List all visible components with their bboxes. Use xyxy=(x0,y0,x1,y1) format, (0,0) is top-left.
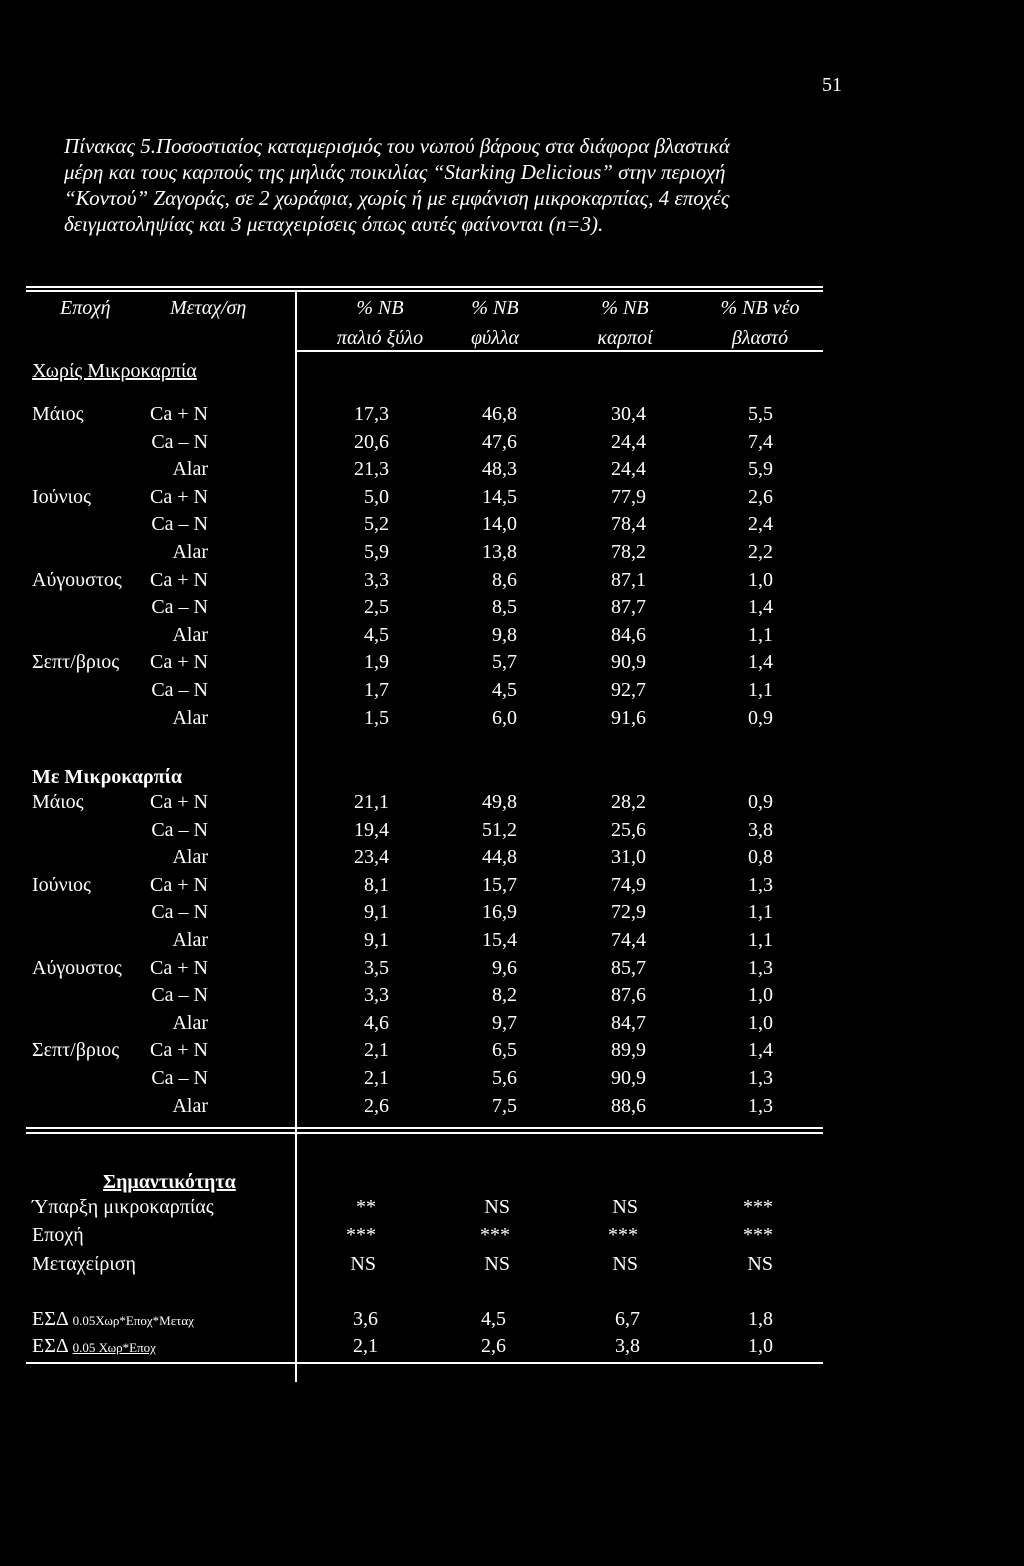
treatment-cell: Ca + N xyxy=(150,956,208,979)
season-cell: Μάιος xyxy=(32,791,84,813)
value-cell: 1,3 xyxy=(748,873,773,896)
significance-value: *** xyxy=(743,1224,773,1246)
value-cell: 1,5 xyxy=(364,706,389,729)
value-cell: 5,2 xyxy=(364,513,389,536)
value-cell: 84,7 xyxy=(611,1011,646,1034)
value-cell: 2,6 xyxy=(364,1094,389,1117)
treatment-cell: Ca + N xyxy=(150,651,208,674)
treatment-cell: Ca – N xyxy=(151,679,208,701)
value-cell: 8,6 xyxy=(492,568,517,591)
value-cell: 51,2 xyxy=(482,818,517,841)
significance-value: NS xyxy=(484,1253,510,1275)
value-cell: 24,4 xyxy=(611,430,646,453)
header-fruits-2: καρποί xyxy=(597,327,653,349)
significance-value: NS xyxy=(612,1253,638,1275)
season-cell: Ιούνιος xyxy=(32,873,91,896)
significance-value: NS xyxy=(350,1253,376,1275)
value-cell: 74,4 xyxy=(611,929,646,951)
header-rule xyxy=(295,350,823,352)
lsd-label-main: ΕΣΔ xyxy=(32,1308,68,1330)
value-cell: 78,2 xyxy=(611,541,646,563)
value-cell: 9,1 xyxy=(364,929,389,951)
treatment-cell: Alar xyxy=(172,458,208,481)
value-cell: 9,1 xyxy=(364,901,389,924)
value-cell: 3,8 xyxy=(748,818,773,841)
value-cell: 15,7 xyxy=(482,873,517,896)
caption-line: δειγματοληψίας και 3 μεταχειρίσεις όπως αυτές φαίνονται (n=3). xyxy=(64,212,604,236)
lsd-value: 2,6 xyxy=(481,1335,506,1357)
value-cell: 9,7 xyxy=(492,1011,517,1034)
table-bottom-rule-2 xyxy=(26,1132,823,1134)
significance-value: NS xyxy=(747,1253,773,1275)
caption-line: Πίνακας 5.Ποσοστιαίος καταμερισμός του νωπού βάρους στα διάφορα βλαστικά xyxy=(64,134,730,158)
value-cell: 47,6 xyxy=(482,430,517,453)
top-rule xyxy=(26,286,823,288)
significance-value: NS xyxy=(484,1196,510,1218)
value-cell: 1,1 xyxy=(748,623,773,646)
value-cell: 90,9 xyxy=(611,651,646,674)
value-cell: 1,1 xyxy=(748,901,773,924)
value-cell: 19,4 xyxy=(354,818,389,841)
value-cell: 1,0 xyxy=(748,984,773,1007)
value-cell: 88,6 xyxy=(611,1094,646,1117)
significance-value: ** xyxy=(356,1196,376,1218)
value-cell: 77,9 xyxy=(611,485,646,508)
value-cell: 7,4 xyxy=(748,430,773,453)
value-cell: 1,4 xyxy=(748,651,773,674)
treatment-cell: Ca – N xyxy=(151,901,208,924)
value-cell: 0,9 xyxy=(748,791,773,813)
value-cell: 87,7 xyxy=(611,596,646,619)
value-cell: 4,6 xyxy=(364,1011,389,1034)
significance-value: *** xyxy=(480,1224,510,1246)
value-cell: 72,9 xyxy=(611,901,646,924)
treatment-cell: Alar xyxy=(172,1011,208,1034)
header-old-wood-1: % ΝΒ xyxy=(356,297,404,319)
treatment-cell: Alar xyxy=(172,1094,208,1117)
value-cell: 1,0 xyxy=(748,1011,773,1034)
section-title-without: Χωρίς Μικροκαρπία xyxy=(32,360,197,382)
value-cell: 20,6 xyxy=(354,430,389,453)
value-cell: 2,2 xyxy=(748,541,773,563)
value-cell: 0,8 xyxy=(748,846,773,869)
value-cell: 23,4 xyxy=(354,846,389,869)
treatment-cell: Ca + N xyxy=(150,1039,208,1062)
value-cell: 92,7 xyxy=(611,679,646,701)
season-cell: Αύγουστος xyxy=(32,568,122,591)
value-cell: 8,2 xyxy=(492,984,517,1007)
treatment-cell: Ca + N xyxy=(150,485,208,508)
value-cell: 1,4 xyxy=(748,596,773,619)
lsd-value: 6,7 xyxy=(615,1308,640,1330)
treatment-cell: Ca + N xyxy=(150,403,208,425)
treatment-cell: Alar xyxy=(172,541,208,563)
header-fruits-1: % ΝΒ xyxy=(601,297,649,319)
lsd-value: 4,5 xyxy=(481,1308,506,1330)
value-cell: 0,9 xyxy=(748,706,773,729)
lsd-label-subscript: 0.05Χωρ*Εποχ*Μεταχ xyxy=(72,1313,194,1328)
value-cell: 87,1 xyxy=(611,568,646,591)
value-cell: 1,0 xyxy=(748,568,773,591)
value-cell: 14,0 xyxy=(482,513,517,536)
header-treatment: Μεταχ/ση xyxy=(170,297,247,319)
treatment-cell: Alar xyxy=(172,623,208,646)
value-cell: 1,1 xyxy=(748,929,773,951)
value-cell: 6,5 xyxy=(492,1039,517,1062)
significance-title: Σημαντικότητα xyxy=(103,1171,236,1193)
value-cell: 9,6 xyxy=(492,956,517,979)
season-cell: Μάιος xyxy=(32,403,84,425)
value-cell: 4,5 xyxy=(492,679,517,701)
treatment-cell: Ca – N xyxy=(151,984,208,1007)
lsd-value: 2,1 xyxy=(353,1335,378,1357)
value-cell: 5,9 xyxy=(748,458,773,481)
value-cell: 3,5 xyxy=(364,956,389,979)
value-cell: 5,6 xyxy=(492,1067,517,1089)
value-cell: 3,3 xyxy=(364,984,389,1007)
header-season: Εποχή xyxy=(60,297,111,319)
value-cell: 8,5 xyxy=(492,596,517,619)
value-cell: 48,3 xyxy=(482,458,517,481)
value-cell: 25,6 xyxy=(611,818,646,841)
value-cell: 6,0 xyxy=(492,706,517,729)
value-cell: 91,6 xyxy=(611,706,646,729)
value-cell: 31,0 xyxy=(611,846,646,869)
treatment-cell: Ca + N xyxy=(150,791,208,813)
significance-label: Εποχή xyxy=(32,1224,84,1246)
value-cell: 2,1 xyxy=(364,1067,389,1089)
table-caption xyxy=(64,133,864,237)
value-cell: 84,6 xyxy=(611,623,646,646)
caption-line: “Κοντού” Ζαγοράς, σε 2 χωράφια, χωρίς ή με εμφάνιση μικροκαρπίας, 4 εποχές xyxy=(64,186,730,210)
value-cell: 16,9 xyxy=(482,901,517,924)
season-cell: Σεπτ/βριος xyxy=(32,651,120,674)
value-cell: 5,5 xyxy=(748,403,773,425)
value-cell: 49,8 xyxy=(482,791,517,813)
header-leaves-1: % ΝΒ xyxy=(471,297,519,319)
treatment-cell: Ca – N xyxy=(151,818,208,841)
value-cell: 78,4 xyxy=(611,513,646,536)
value-cell: 5,7 xyxy=(492,651,517,674)
value-cell: 1,3 xyxy=(748,1067,773,1089)
value-cell: 2,1 xyxy=(364,1039,389,1062)
value-cell: 1,3 xyxy=(748,956,773,979)
lsd-value: 1,8 xyxy=(748,1308,773,1330)
season-cell: Αύγουστος xyxy=(32,956,122,979)
section-title-with: Με Μικροκαρπία xyxy=(32,766,183,788)
value-cell: 7,5 xyxy=(492,1094,517,1117)
value-cell: 1,9 xyxy=(364,651,389,674)
header-old-wood-2: παλιό ξύλο xyxy=(336,327,424,349)
lsd-label-subscript: 0.05 Χωρ*Εποχ xyxy=(72,1340,156,1355)
value-cell: 87,6 xyxy=(611,984,646,1007)
value-cell: 1,1 xyxy=(748,679,773,701)
header-shoots-2: βλαστό xyxy=(731,327,789,349)
value-cell: 9,8 xyxy=(492,623,517,646)
treatment-cell: Alar xyxy=(172,846,208,869)
treatment-cell: Ca – N xyxy=(151,1067,208,1089)
season-cell: Ιούνιος xyxy=(32,485,91,508)
footer-rule xyxy=(26,1362,823,1364)
value-cell: 2,5 xyxy=(364,596,389,619)
treatment-cell: Ca + N xyxy=(150,568,208,591)
value-cell: 5,9 xyxy=(364,541,389,563)
significance-label: Μεταχείριση xyxy=(32,1253,136,1275)
value-cell: 46,8 xyxy=(482,403,517,425)
lsd-value: 3,8 xyxy=(615,1335,640,1357)
header-leaves-2: φύλλα xyxy=(470,327,520,349)
table-bottom-rule xyxy=(26,1127,823,1129)
value-cell: 3,3 xyxy=(364,568,389,591)
value-cell: 24,4 xyxy=(611,458,646,481)
page-number: 51 xyxy=(822,74,842,96)
caption-line: μέρη και τους καρπούς της μηλιάς ποικιλίας “Starking Delicious” στην περιοχή xyxy=(64,160,726,184)
value-cell: 44,8 xyxy=(482,846,517,869)
lsd-label xyxy=(32,1334,156,1360)
value-cell: 30,4 xyxy=(611,403,646,425)
lsd-value: 1,0 xyxy=(748,1335,773,1357)
lsd-label-main: ΕΣΔ xyxy=(32,1335,68,1357)
treatment-cell: Alar xyxy=(172,929,208,951)
season-cell: Σεπτ/βριος xyxy=(32,1039,120,1062)
lsd-label xyxy=(32,1307,194,1333)
significance-value: *** xyxy=(743,1196,773,1218)
value-cell: 85,7 xyxy=(611,956,646,979)
significance-value: NS xyxy=(612,1196,638,1218)
value-cell: 21,1 xyxy=(354,791,389,813)
top-rule-2 xyxy=(26,290,823,292)
value-cell: 90,9 xyxy=(611,1067,646,1089)
value-cell: 28,2 xyxy=(611,791,646,813)
significance-label: Ύπαρξη μικροκαρπίας xyxy=(32,1196,214,1218)
significance-value: *** xyxy=(608,1224,638,1246)
treatment-cell: Ca – N xyxy=(151,430,208,453)
value-cell: 2,6 xyxy=(748,485,773,508)
value-cell: 1,4 xyxy=(748,1039,773,1062)
value-cell: 14,5 xyxy=(482,485,517,508)
value-cell: 1,7 xyxy=(364,679,389,701)
value-cell: 1,3 xyxy=(748,1094,773,1117)
value-cell: 4,5 xyxy=(364,623,389,646)
value-cell: 15,4 xyxy=(482,929,517,951)
value-cell: 13,8 xyxy=(482,541,517,563)
treatment-cell: Ca – N xyxy=(151,596,208,619)
value-cell: 21,3 xyxy=(354,458,389,481)
treatment-cell: Ca – N xyxy=(151,513,208,536)
value-cell: 89,9 xyxy=(611,1039,646,1062)
value-cell: 5,0 xyxy=(364,485,389,508)
value-cell: 2,4 xyxy=(748,513,773,536)
significance-value: *** xyxy=(346,1224,376,1246)
treatment-cell: Ca + N xyxy=(150,873,208,896)
header-shoots-1: % ΝΒ νέο xyxy=(720,297,800,319)
value-cell: 74,9 xyxy=(611,873,646,896)
value-cell: 17,3 xyxy=(354,403,389,425)
treatment-cell: Alar xyxy=(172,706,208,729)
value-cell: 8,1 xyxy=(364,873,389,896)
lsd-value: 3,6 xyxy=(353,1308,378,1330)
